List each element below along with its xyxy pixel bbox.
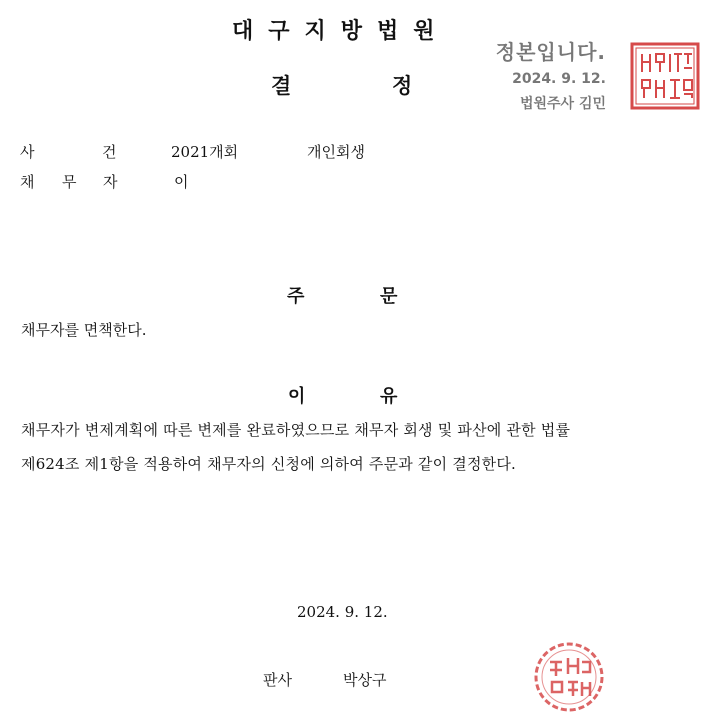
order-text: 채무자를 면책한다. xyxy=(21,321,147,339)
case-label-char-1: 사 xyxy=(20,143,35,161)
reasons-line-2: 제624조 제1항을 적용하여 채무자의 신청에 의하여 주문과 같이 결정한다. xyxy=(21,455,517,473)
order-heading-left: 주 xyxy=(287,286,305,307)
debtor-label-char-1: 채 xyxy=(20,173,35,191)
case-name: 개인회생 xyxy=(307,143,365,161)
case-number: 2021개회 xyxy=(171,143,239,161)
debtor-label-char-3: 자 xyxy=(103,173,118,191)
debtor-label-char-2: 무 xyxy=(62,173,77,191)
certified-copy-text: 정본입니다. xyxy=(495,40,606,64)
certification-clerk: 법원주사 김민 xyxy=(519,96,606,112)
judge-name: 박상구 xyxy=(343,671,387,689)
doc-title-left: 결 xyxy=(271,74,292,98)
reasons-line-1: 채무자가 변제계획에 따른 변제를 완료하였으므로 채무자 회생 및 파산에 관한 법률 xyxy=(21,421,571,439)
doc-title-right: 정 xyxy=(392,74,413,98)
court-name: 대구지방법원 xyxy=(232,19,450,44)
debtor-name: 이 xyxy=(174,173,189,191)
judge-seal-icon xyxy=(532,640,606,713)
decision-date: 2024. 9. 12. xyxy=(297,603,388,621)
judge-title: 판사 xyxy=(263,671,292,689)
order-heading-right: 문 xyxy=(380,286,398,307)
certification-date: 2024. 9. 12. xyxy=(512,71,606,87)
reasons-heading-right: 유 xyxy=(380,386,398,407)
court-seal-icon xyxy=(630,42,700,110)
reasons-heading-left: 이 xyxy=(288,386,306,407)
case-label-char-2: 건 xyxy=(102,143,117,161)
